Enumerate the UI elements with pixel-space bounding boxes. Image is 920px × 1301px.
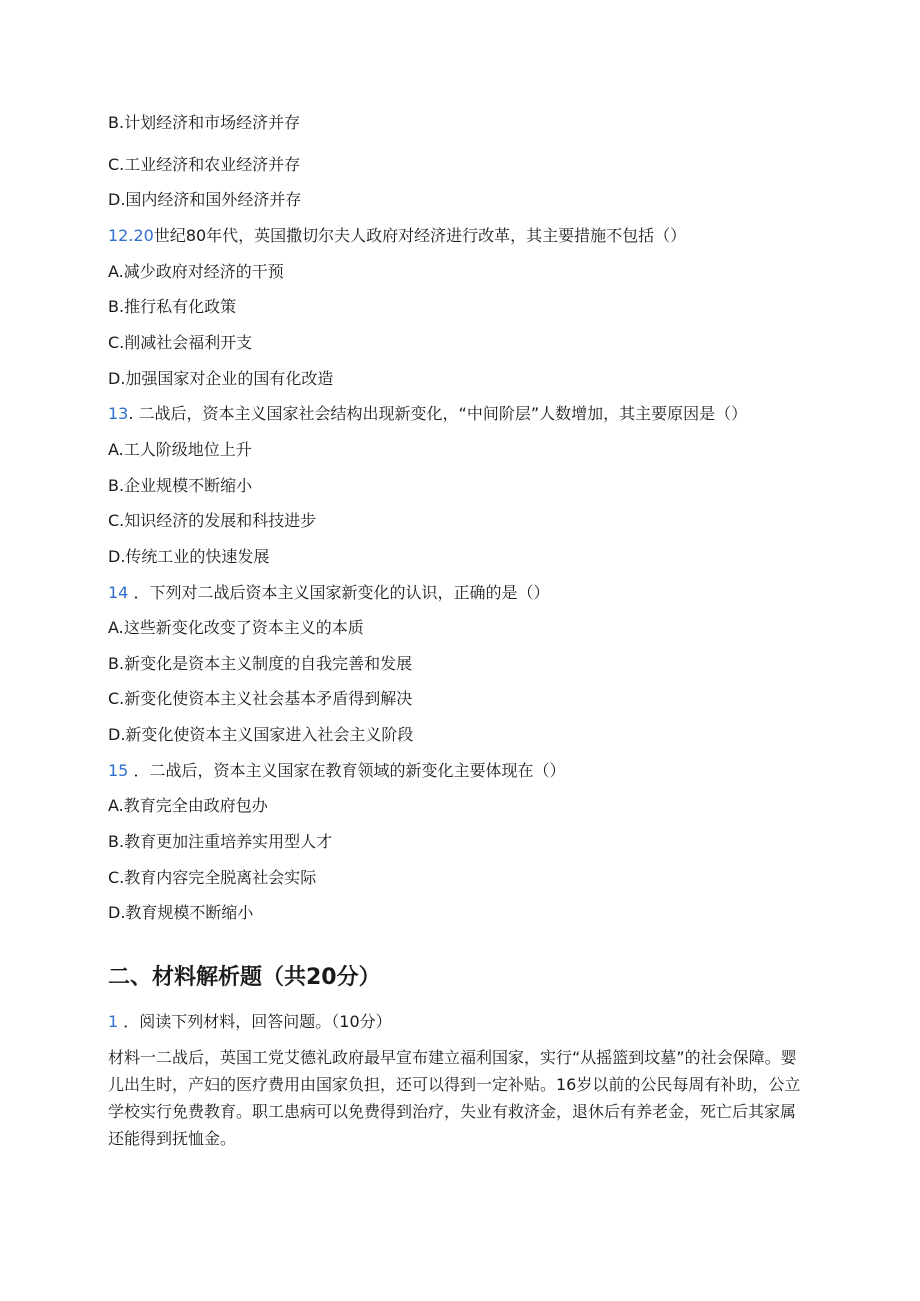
- question-14-number: 14: [108, 583, 129, 602]
- question-12-number: 12.20: [108, 226, 154, 245]
- option-13b: B.企业规模不断缩小: [108, 476, 253, 495]
- option-14a: A.这些新变化改变了资本主义的本质: [108, 618, 364, 637]
- question-14-stem: ．下列对二战后资本主义国家新变化的认识，正确的是（）: [133, 583, 550, 602]
- option-13d: D.传统工业的快速发展: [108, 547, 270, 566]
- option-15b: B.教育更加注重培养实用型人才: [108, 832, 333, 851]
- question-13-number: 13: [108, 404, 129, 423]
- question-15: [108, 761, 565, 781]
- section-2-question-1-number: 1: [108, 1012, 119, 1031]
- option-14b: B.新变化是资本主义制度的自我完善和发展: [108, 654, 413, 673]
- option-11b: B.计划经济和市场经济并存: [108, 113, 301, 132]
- option-11c: C.工业经济和农业经济并存: [108, 155, 301, 174]
- option-12b: B.推行私有化政策: [108, 297, 237, 316]
- option-15a: A.教育完全由政府包办: [108, 796, 268, 815]
- question-13-stem: . 二战后，资本主义国家社会结构出现新变化，“中间阶层”人数增加，其主要原因是（）: [128, 404, 748, 423]
- option-11d: D.国内经济和国外经济并存: [108, 190, 302, 209]
- material-paragraph: 材料一二战后，英国工党艾德礼政府最早宣布建立福利国家，实行“从摇篮到坟墓”的社会保障。婴儿出生时，产妇的医疗费用由国家负担，还可以得到一定补贴。16岁以前的公民每周有补助，公立学校实行免费教育。职工患病可以免费得到治疗，失业有救济金，退休后有养老金，死亡后其家属还能得到抚恤金。: [108, 1048, 801, 1148]
- section-2-question-1-stem: ．阅读下列材料，回答问题。（10分）: [123, 1012, 392, 1031]
- option-14d: D.新变化使资本主义国家进入社会主义阶段: [108, 725, 414, 744]
- option-12c: C.削减社会福利开支: [108, 333, 253, 352]
- option-15c: C.教育内容完全脱离社会实际: [108, 868, 317, 887]
- section-2-question-1: [108, 1012, 392, 1032]
- option-15d: D.教育规模不断缩小: [108, 903, 254, 922]
- section-2-title: 二、材料解析题（共20分）: [108, 965, 381, 990]
- option-14c: C.新变化使资本主义社会基本矛盾得到解决: [108, 689, 413, 708]
- option-12d: D.加强国家对企业的国有化改造: [108, 369, 334, 388]
- question-12: [108, 226, 686, 246]
- question-13: [108, 404, 747, 424]
- question-12-stem: 世纪80年代，英国撒切尔夫人政府对经济进行改革，其主要措施不包括（）: [153, 226, 687, 245]
- option-13c: C.知识经济的发展和科技进步: [108, 511, 317, 530]
- question-14: [108, 583, 549, 603]
- option-13a: A.工人阶级地位上升: [108, 440, 252, 459]
- question-15-number: 15: [108, 761, 129, 780]
- question-15-stem: ．二战后，资本主义国家在教育领域的新变化主要体现在（）: [133, 761, 566, 780]
- option-12a: A.减少政府对经济的干预: [108, 262, 284, 281]
